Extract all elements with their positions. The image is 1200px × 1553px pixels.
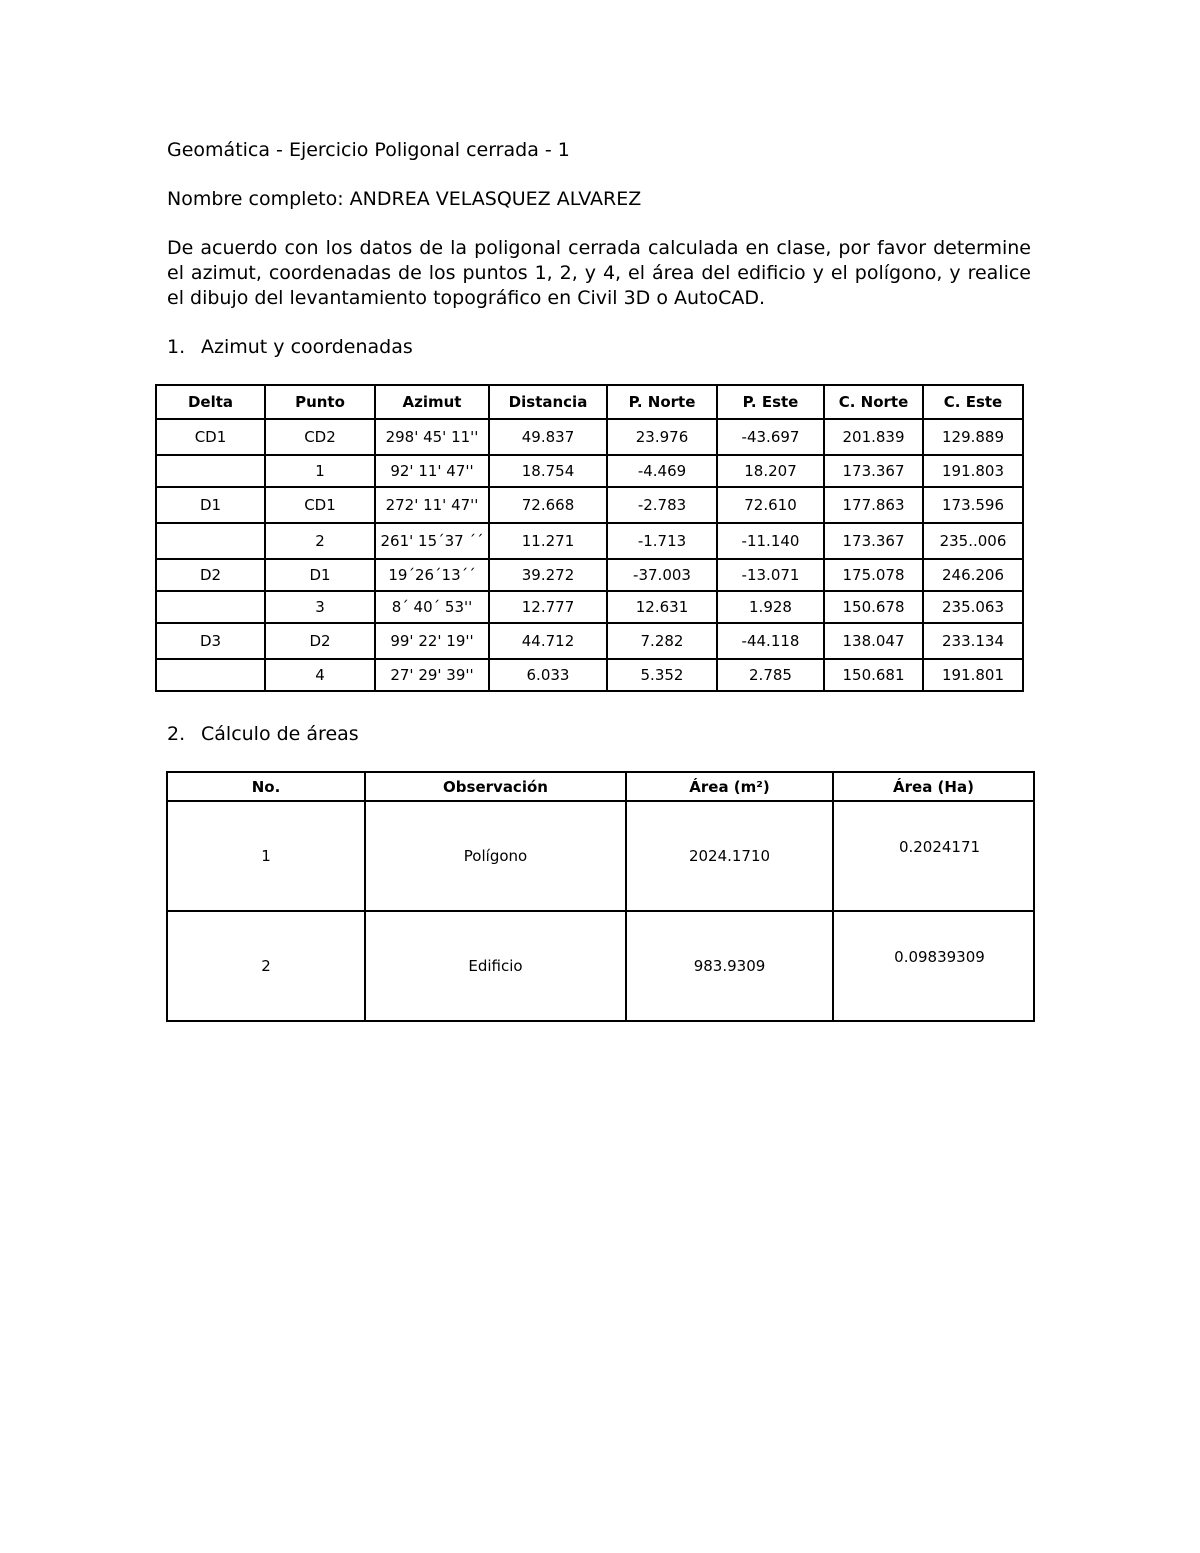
table-row: [156, 419, 1023, 455]
column-header: P. Norte: [607, 385, 717, 419]
section-title: Azimut y coordenadas: [201, 336, 413, 358]
table-cell: 298' 45' 11'': [375, 419, 489, 455]
table-cell: 18.754: [489, 455, 607, 487]
table-cell: 175.078: [824, 559, 923, 591]
table-cell: 235.063: [923, 591, 1023, 623]
section-heading-areas: [167, 722, 359, 746]
table-cell: 235..006: [923, 523, 1023, 559]
table-cell: 2.785: [717, 659, 824, 691]
document-title: Geomática - Ejercicio Poligonal cerrada - 1: [167, 139, 570, 161]
table-cell: 12.777: [489, 591, 607, 623]
table-cell: 246.206: [923, 559, 1023, 591]
column-header: No.: [167, 772, 365, 801]
table-cell: [156, 659, 265, 691]
table-cell: -43.697: [717, 419, 824, 455]
table-cell: 27' 29' 39'': [375, 659, 489, 691]
table-cell: -11.140: [717, 523, 824, 559]
table-cell: 11.271: [489, 523, 607, 559]
table-cell: CD1: [265, 487, 375, 523]
table-row: [156, 623, 1023, 659]
table-cell: D1: [156, 487, 265, 523]
table-cell: 173.367: [824, 455, 923, 487]
table-cell: -4.469: [607, 455, 717, 487]
table-row: [156, 455, 1023, 487]
column-header: Azimut: [375, 385, 489, 419]
column-header: Delta: [156, 385, 265, 419]
table-cell: 150.678: [824, 591, 923, 623]
table-cell: -13.071: [717, 559, 824, 591]
table-cell: 0.2024171: [833, 801, 1034, 911]
table-cell: D3: [156, 623, 265, 659]
table-cell: -1.713: [607, 523, 717, 559]
table-cell: 3: [265, 591, 375, 623]
table-cell: 983.9309: [626, 911, 833, 1021]
table-row: [156, 523, 1023, 559]
table-cell: [156, 523, 265, 559]
table-cell: 7.282: [607, 623, 717, 659]
table-cell: 191.801: [923, 659, 1023, 691]
table-cell: [156, 455, 265, 487]
instructions-paragraph: De acuerdo con los datos de la poligonal cerrada calculada en clase, por favor determine el azimut, coordenadas de los puntos 1, 2, y 4, el área del edificio y el polígono, y realice el dibujo del levantamiento topográfico en Civil 3D o AutoCAD.: [167, 237, 1031, 309]
table-cell: 99' 22' 19'': [375, 623, 489, 659]
table-cell: D1: [265, 559, 375, 591]
table-cell: CD1: [156, 419, 265, 455]
table-cell: -37.003: [607, 559, 717, 591]
table-cell: D2: [156, 559, 265, 591]
table-cell: 261' 15´37 ´´: [375, 523, 489, 559]
table-cell: 4: [265, 659, 375, 691]
table-cell: 44.712: [489, 623, 607, 659]
table-header-row: [167, 772, 1034, 801]
table-cell: 5.352: [607, 659, 717, 691]
table-cell: 8´ 40´ 53'': [375, 591, 489, 623]
area-calculation-table: [166, 771, 1035, 1022]
table-cell: 1: [265, 455, 375, 487]
table-cell: 0.09839309: [833, 911, 1034, 1021]
section-title: Cálculo de áreas: [201, 723, 359, 745]
table-cell: 173.596: [923, 487, 1023, 523]
column-header: Punto: [265, 385, 375, 419]
column-header: C. Este: [923, 385, 1023, 419]
table-cell: 23.976: [607, 419, 717, 455]
table-cell: 2024.1710: [626, 801, 833, 911]
table-cell: 129.889: [923, 419, 1023, 455]
student-name: Nombre completo: ANDREA VELASQUEZ ALVAREZ: [167, 188, 642, 210]
table-cell: 72.668: [489, 487, 607, 523]
table-cell: Polígono: [365, 801, 626, 911]
table-cell: 173.367: [824, 523, 923, 559]
table-cell: 201.839: [824, 419, 923, 455]
table-cell: 1.928: [717, 591, 824, 623]
table-row: [156, 559, 1023, 591]
table-cell: 92' 11' 47'': [375, 455, 489, 487]
column-header: Observación: [365, 772, 626, 801]
table-cell: 1: [167, 801, 365, 911]
table-cell: -44.118: [717, 623, 824, 659]
section-number: 2.: [167, 723, 186, 745]
column-header: Área (m²): [626, 772, 833, 801]
table-cell: 39.272: [489, 559, 607, 591]
table-cell: D2: [265, 623, 375, 659]
table-cell: -2.783: [607, 487, 717, 523]
table-cell: 233.134: [923, 623, 1023, 659]
table-header-row: [156, 385, 1023, 419]
table-cell: CD2: [265, 419, 375, 455]
column-header: Distancia: [489, 385, 607, 419]
table-cell: 138.047: [824, 623, 923, 659]
table-cell: 19´26´13´´: [375, 559, 489, 591]
column-header: P. Este: [717, 385, 824, 419]
table-cell: 191.803: [923, 455, 1023, 487]
table-row: [167, 801, 1034, 911]
table-cell: 72.610: [717, 487, 824, 523]
table-cell: 2: [167, 911, 365, 1021]
table-cell: 18.207: [717, 455, 824, 487]
table-cell: [156, 591, 265, 623]
table-row: [156, 591, 1023, 623]
table-cell: 150.681: [824, 659, 923, 691]
table-row: [167, 911, 1034, 1021]
column-header: C. Norte: [824, 385, 923, 419]
table-cell: 12.631: [607, 591, 717, 623]
table-cell: 6.033: [489, 659, 607, 691]
table-row: [156, 659, 1023, 691]
table-cell: 2: [265, 523, 375, 559]
table-cell: Edificio: [365, 911, 626, 1021]
table-row: [156, 487, 1023, 523]
section-number: 1.: [167, 336, 186, 358]
table-cell: 272' 11' 47'': [375, 487, 489, 523]
column-header: Área (Ha): [833, 772, 1034, 801]
table-cell: 49.837: [489, 419, 607, 455]
section-heading-azimut: [167, 335, 413, 359]
table-cell: 177.863: [824, 487, 923, 523]
azimuth-coordinates-table: [155, 384, 1024, 692]
